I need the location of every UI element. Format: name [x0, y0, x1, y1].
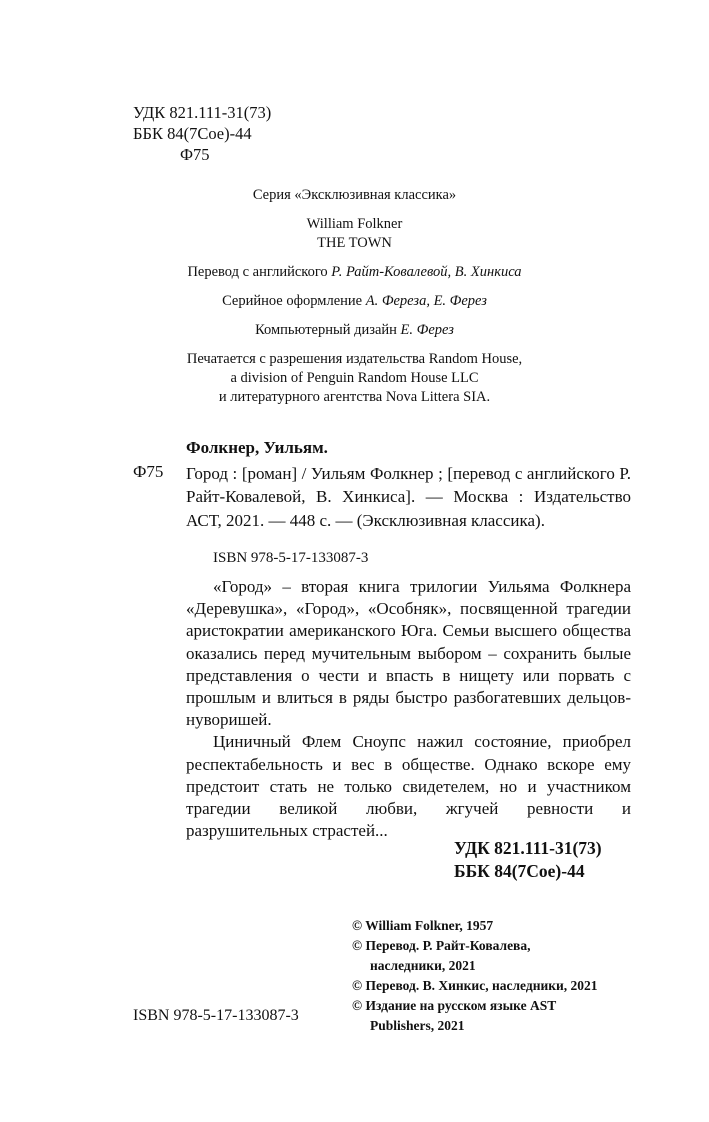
bottom-classification-codes	[454, 837, 602, 883]
computer-design-names: Е. Ферез	[400, 322, 454, 338]
design-line	[0, 292, 709, 311]
annotation	[186, 576, 631, 842]
annotation-paragraph-1: «Город» – вторая книга трилогии Уильяма Фолкнера «Деревушка», «Город», «Особняк», посвященной трагедии аристократии американского Юга. Семьи высшего общества оказались перед мучительным выбором – сохранить былые представления о чести и впасть в нищету или порвать с прошлым и влиться в ряды быстро разбогатевших дельцов-нуворишей.	[186, 577, 631, 730]
permission-line-1: Печатается с разрешения издательства Random House,	[186, 351, 523, 367]
copyright-translation-1: © Перевод. Р. Райт-Ковалева,	[352, 938, 531, 953]
bibliographic-description: Город : [роман] / Уильям Фолкнер ; [перевод с английского Р. Райт-Ковалевой, В. Хинкиса]. — Москва : Издательство АСТ, 2021. — 448 с. — (Эксклюзивная классика).	[186, 464, 631, 530]
isbn-bottom: ISBN 978-5-17-133087-3	[133, 1007, 299, 1024]
author-sign-code: Ф75	[180, 145, 210, 164]
copyright-block	[352, 916, 598, 1036]
computer-design-line	[0, 321, 709, 340]
udk-code-bottom: УДК 821.111-31(73)	[454, 838, 602, 858]
design-names: А. Фереза, Е. Ферез	[365, 293, 487, 309]
copyright-translation-1-cont: наследники, 2021	[370, 958, 476, 973]
catalog-isbn: ISBN 978-5-17-133087-3	[213, 550, 369, 566]
copyright-translation-2: © Перевод. В. Хинкис, наследники, 2021	[352, 978, 598, 993]
translation-line	[0, 263, 709, 282]
catalog-code: Ф75	[133, 462, 164, 481]
author-en: William Folkner	[306, 216, 403, 232]
permission-line-2: a division of Penguin Random House LLC	[230, 370, 479, 386]
copyright-edition-cont: Publishers, 2021	[370, 1018, 465, 1033]
computer-design-label: Компьютерный дизайн	[255, 322, 397, 338]
bbk-code-bottom: ББК 84(7Сое)-44	[454, 861, 585, 881]
translation-names: Р. Райт-Ковалевой, В. Хинкиса	[331, 264, 522, 280]
annotation-paragraph-2: Циничный Флем Сноупс нажил состояние, приобрел респектабельность и вес в обществе. Однако вскоре ему предстоит стать не только свидетелем, но и участником трагедии великой любви, жгучей ревности и разрушительных страстей...	[186, 732, 631, 841]
copyright-original: © William Folkner, 1957	[352, 918, 494, 933]
copyright-edition: © Издание на русском языке AST	[352, 998, 557, 1013]
udk-code: УДК 821.111-31(73)	[133, 103, 272, 122]
credits-block	[0, 186, 709, 407]
catalog-author: Фолкнер, Уильям.	[186, 438, 328, 457]
permission-line-3: и литературного агентства Nova Littera SIA.	[218, 389, 491, 405]
series-line: Серия «Эксклюзивная классика»	[252, 187, 457, 203]
bbk-code: ББК 84(7Сое)-44	[133, 124, 252, 143]
translation-label: Перевод с английского	[187, 264, 328, 280]
design-label: Серийное оформление	[222, 293, 363, 309]
top-classification-codes	[133, 102, 271, 165]
title-en: THE TOWN	[317, 235, 392, 251]
